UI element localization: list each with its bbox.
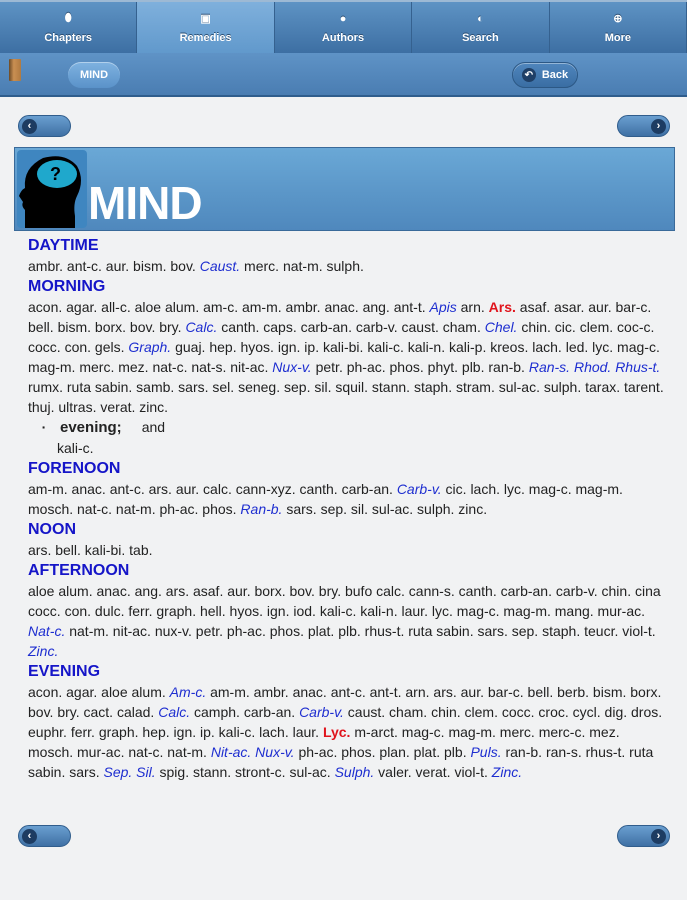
tab-authors[interactable]	[275, 2, 412, 53]
chevron-left-icon: ‹	[22, 829, 37, 844]
remedy-grade2[interactable]: Calc.	[185, 319, 218, 335]
sub-rubric-label[interactable]: evening;	[60, 419, 122, 436]
remedy-text: spig. stann. stront-c. sul-ac.	[155, 764, 335, 780]
tab-label: Chapters	[44, 31, 93, 44]
remedy-text: ars. bell. kali-bi. tab.	[28, 542, 153, 558]
tab-label: Remedies	[179, 31, 232, 44]
remedy-grade2[interactable]: Chel.	[484, 319, 518, 335]
tab-remedies[interactable]	[137, 2, 274, 53]
toolbar	[0, 53, 687, 97]
book-icon[interactable]	[9, 59, 21, 81]
remedy-text: camph. carb-an.	[190, 704, 300, 720]
remedy-text: caust. cham. chin. clem. cocc. croc. cycl. dig. dros. euphr. ferr. graph. hep. ign. ip. kali-c. lach. laur.	[28, 704, 663, 740]
remedy-grade2[interactable]: Zinc.	[28, 643, 59, 659]
remedy-grade2[interactable]: Nat-c.	[28, 623, 66, 639]
tab-search[interactable]	[412, 2, 549, 53]
remedy-grade2[interactable]: Nit-ac. Nux-v.	[210, 744, 295, 760]
remedy-list	[28, 540, 668, 560]
remedy-text: valer. verat. viol-t.	[374, 764, 492, 780]
remedy-grade2[interactable]: Nux-v.	[272, 359, 312, 375]
plus-icon: ⊕	[613, 13, 623, 25]
remedy-text: sars. sep. sil. sul-ac. sulph. zinc.	[282, 501, 488, 517]
remedy-list	[28, 256, 668, 276]
remedy-text: ambr. ant-c. aur. bism. bov.	[28, 258, 200, 274]
rubric-heading[interactable]: AFTERNOON	[28, 562, 130, 579]
tab-bar	[0, 0, 687, 53]
remedy-grade2[interactable]: Ran-s. Rhod. Rhus-t.	[528, 359, 661, 375]
sub-rubric-connector: and	[141, 419, 166, 435]
tab-label: More	[604, 31, 631, 44]
remedy-grade2[interactable]: Am-c.	[169, 684, 207, 700]
next-page-button-bottom[interactable]	[617, 825, 670, 847]
chapter-button[interactable]: MIND	[68, 62, 120, 88]
remedy-grade2[interactable]: Apis	[429, 299, 457, 315]
rubric-heading[interactable]: DAYTIME	[28, 237, 99, 254]
remedy-list	[28, 581, 668, 661]
next-page-button-top[interactable]	[617, 115, 670, 137]
remedy-list	[28, 682, 668, 782]
sub-rubric	[28, 417, 668, 458]
remedy-text: am-m. anac. ant-c. ars. aur. calc. cann-xyz. canth. carb-an.	[28, 481, 397, 497]
authors-icon: ●	[339, 12, 347, 25]
remedy-grade2[interactable]: Puls.	[470, 744, 502, 760]
remedy-text: arn.	[456, 299, 489, 315]
remedy-text: acon. agar. all-c. aloe alum. am-c. am-m. ambr. anac. ang. ant-t.	[28, 299, 430, 315]
back-label: Back	[541, 69, 569, 81]
rubric-heading[interactable]: FORENOON	[28, 460, 121, 477]
remedy-grade2[interactable]: Caust.	[199, 258, 241, 274]
prev-page-button-top[interactable]	[18, 115, 71, 137]
remedy-grade2[interactable]: Graph.	[128, 339, 172, 355]
tab-label: Search	[462, 31, 499, 44]
rubric-heading[interactable]: NOON	[28, 521, 76, 538]
remedy-grade2[interactable]: Ran-b.	[240, 501, 283, 517]
remedy-text: nat-m. nit-ac. nux-v. petr. ph-ac. phos. plat. plb. rhus-t. ruta sabin. sars. sep. staph. teucr. viol-t.	[65, 623, 656, 639]
remedy-text: canth. caps. carb-an. carb-v. caust. cham.	[217, 319, 485, 335]
chapters-icon: ⬮	[64, 12, 72, 24]
chevron-left-icon: ‹	[22, 119, 37, 134]
tab-more[interactable]	[550, 2, 687, 53]
chapter-banner	[14, 147, 675, 231]
chapter-title: MIND	[88, 177, 202, 229]
remedy-text: ran-b. ran-s. rhus-t. ruta sabin. sars.	[28, 744, 654, 780]
remedies-icon: ▣	[200, 13, 211, 25]
rubric-content	[28, 235, 668, 782]
head-question-icon	[17, 150, 87, 228]
remedy-text: asaf. asar. aur. bar-c. bell. bism. borx. bov. bry.	[28, 299, 652, 335]
chevron-right-icon: ›	[651, 829, 666, 844]
remedy-grade2[interactable]: Sep. Sil.	[103, 764, 156, 780]
remedy-grade3[interactable]: Lyc.	[322, 724, 351, 740]
remedy-list	[28, 479, 668, 519]
rubric-heading[interactable]: MORNING	[28, 278, 106, 295]
svg-text:?: ?	[50, 164, 61, 184]
back-button[interactable]	[512, 62, 578, 88]
prev-page-button-bottom[interactable]	[18, 825, 71, 847]
remedy-text: rumx. ruta sabin. samb. sars. sel. seneg. sep. sil. squil. stann. staph. stram. sul-ac. sulph. tarax. tarent. thuj. ultras. verat. zinc.	[28, 379, 664, 415]
remedy-list	[28, 297, 668, 417]
tab-label: Authors	[321, 31, 365, 44]
remedy-text: petr. ph-ac. phos. phyt. plb. ran-b.	[311, 359, 529, 375]
remedy-grade2[interactable]: Sulph.	[334, 764, 375, 780]
remedy-text: chin. cic. clem. coc-c. cocc. con. gels.	[28, 319, 655, 355]
bullet-icon: ·	[41, 419, 47, 435]
tab-chapters[interactable]	[0, 2, 137, 53]
remedy-grade2[interactable]: Carb-v.	[396, 481, 442, 497]
remedy-grade2[interactable]: Zinc.	[491, 764, 523, 780]
remedy-text: m-arct. mag-c. mag-m. merc. merc-c. mez. mosch. mur-ac. nat-c. nat-m.	[28, 724, 620, 760]
remedy-grade2[interactable]: Carb-v.	[299, 704, 344, 720]
remedy-text: guaj. hep. hyos. ign. ip. kali-bi. kali-c. kali-n. kali-p. kreos. lach. led. lyc. mag-c. mag-m. merc. mez. nat-c. nat-s. nit-ac.	[28, 339, 660, 375]
search-icon: ◐	[477, 12, 484, 25]
remedy-text: cic. lach. lyc. mag-c. mag-m. mosch. nat-c. nat-m. ph-ac. phos.	[28, 481, 623, 517]
remedy-text: ph-ac. phos. plan. plat. plb.	[294, 744, 471, 760]
rubric-heading[interactable]: EVENING	[28, 663, 101, 680]
remedy-grade3[interactable]: Ars.	[488, 299, 516, 315]
sub-rubric-remedies: kali-c.	[57, 440, 94, 456]
remedy-text: aloe alum. anac. ang. ars. asaf. aur. borx. bov. bry. bufo calc. cann-s. canth. carb-an. carb-v. chin. cina cocc. con. dulc. ferr. graph. hell. hyos. ign. iod. kali-c. kali-n. laur. lyc. mag-c. mag-m. mang. mur-ac.	[28, 583, 661, 619]
back-arrow-icon: ↶	[522, 68, 536, 82]
remedy-grade2[interactable]: Calc.	[158, 704, 191, 720]
remedy-text: am-m. ambr. anac. ant-c. ant-t. arn. ars. aur. bar-c. bell. berb. bism. borx. bov. bry. cact. calad.	[28, 684, 662, 720]
remedy-text: acon. agar. aloe alum.	[28, 684, 170, 700]
chevron-right-icon: ›	[651, 119, 666, 134]
remedy-text: merc. nat-m. sulph.	[240, 258, 364, 274]
